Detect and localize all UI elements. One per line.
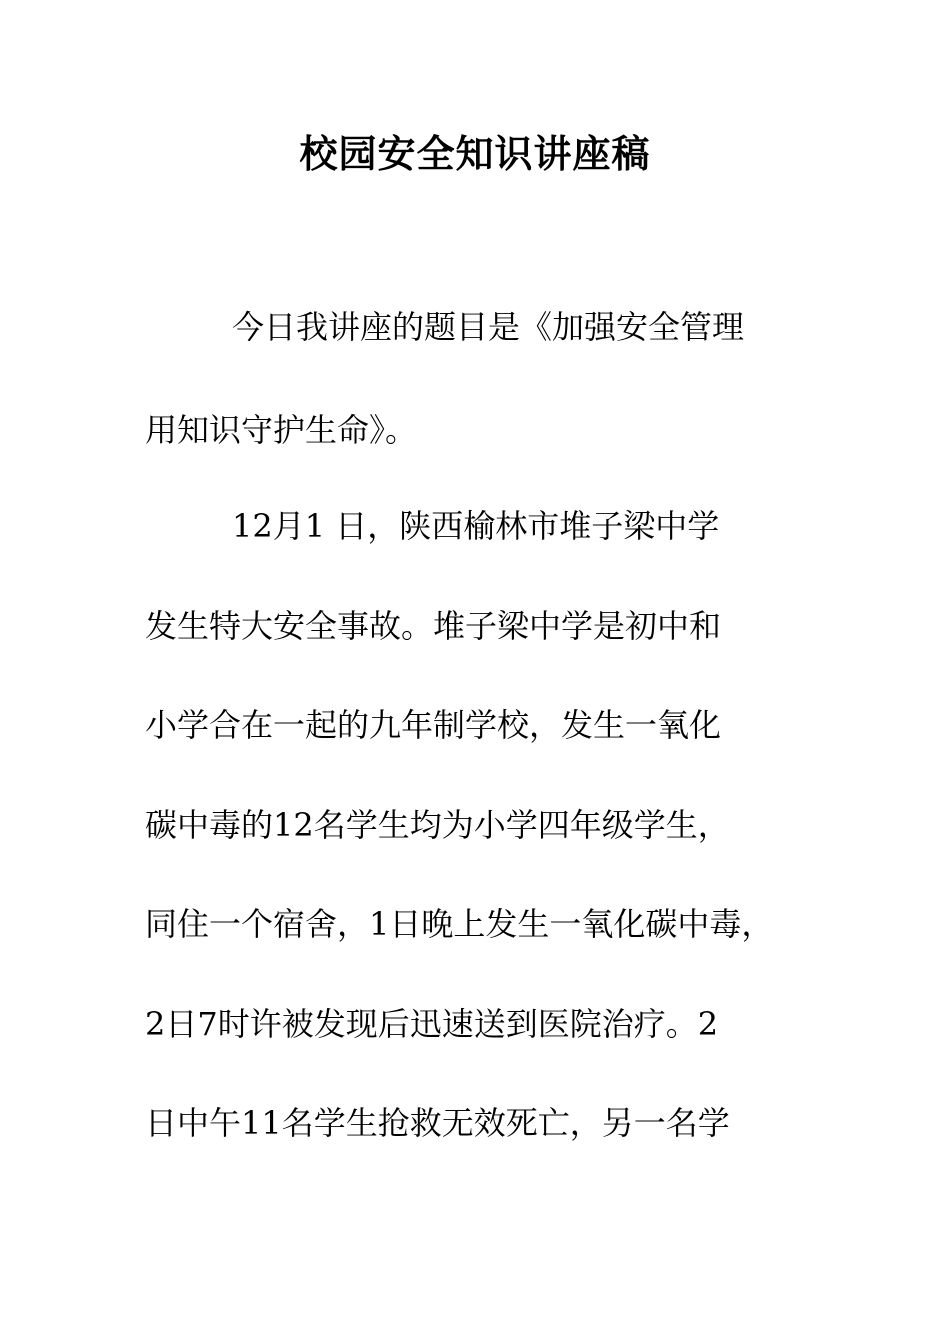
paragraph-line: 碳中毒的12名学生均为小学四年级学生，: [145, 806, 730, 844]
paragraph-line: 12月1 日，陕西榆林市堆子梁中学: [232, 507, 720, 545]
paragraph-line: 小学合在一起的九年制学校，发生一氧化: [145, 706, 722, 744]
paragraph-line: 同住一个宿舍，1日晚上发生一氧化碳中毒，: [145, 905, 774, 943]
paragraph-line: 用知识守护生命》。: [145, 411, 418, 449]
document-title: 校园安全知识讲座稿: [299, 132, 651, 176]
paragraph-line: 发生特大安全事故。堆子梁中学是初中和: [145, 607, 722, 645]
paragraph-line: 日中午11名学生抢救无效死亡，另一名学: [145, 1104, 730, 1142]
paragraph-line: 2日7时许被发现后迅速送到医院治疗。2: [145, 1005, 719, 1043]
paragraph-line: 今日我讲座的题目是《加强安全管理: [232, 308, 745, 346]
